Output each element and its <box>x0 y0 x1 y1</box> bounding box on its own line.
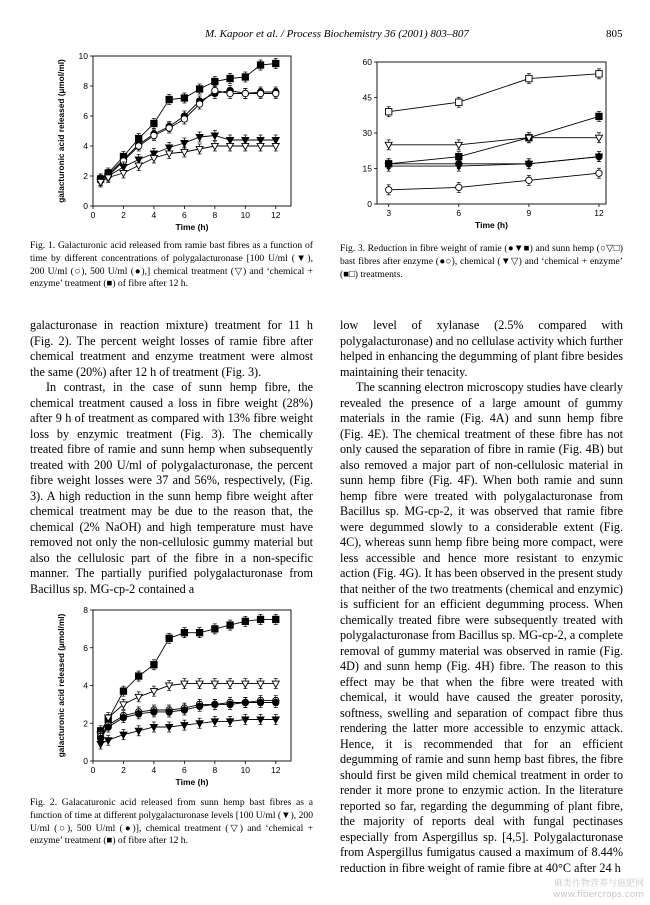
x-tick-label: 12 <box>271 765 281 775</box>
data-point-circle-filled <box>120 714 126 720</box>
data-point-circle-open <box>385 187 391 193</box>
data-point-square-filled <box>242 74 248 80</box>
y-tick-label: 0 <box>83 756 88 766</box>
figure-1-chart <box>55 52 295 232</box>
x-tick-label: 8 <box>212 210 218 220</box>
data-point-triangle-down-open <box>150 155 157 161</box>
x-tick-label: 2 <box>121 765 126 775</box>
data-point-square-open <box>456 99 462 105</box>
data-point-square-open <box>385 109 391 115</box>
page-number: 805 <box>606 28 623 40</box>
y-tick-label: 2 <box>83 718 88 729</box>
x-tick-label: 6 <box>182 765 187 775</box>
x-tick-label: 12 <box>271 210 281 220</box>
data-point-circle-open <box>181 116 187 122</box>
data-point-triangle-down-filled <box>97 741 104 747</box>
data-point-circle-filled <box>242 699 248 705</box>
y-tick-label: 0 <box>83 201 88 211</box>
x-tick-label: 8 <box>212 765 218 775</box>
y-tick-label: 60 <box>362 57 372 67</box>
x-tick-label: 0 <box>90 210 96 220</box>
data-point-triangle-down-open <box>120 702 127 708</box>
y-axis-label: galacturonic acid released (µmol/ml) <box>56 613 66 758</box>
data-point-circle-filled <box>385 161 391 167</box>
x-tick-label: 0 <box>90 765 96 775</box>
data-point-circle-open <box>212 87 218 93</box>
data-point-triangle-down-open <box>455 142 462 148</box>
x-tick-label: 4 <box>151 210 157 220</box>
data-point-square-filled <box>166 96 172 102</box>
data-point-circle-filled <box>257 699 263 705</box>
figure-1-caption: Fig. 1. Galacturonic acid released from ramie bast fibres as a function of time by different concentrations of polygalacturonase [100 U/ml (▼), 200 U/ml (○), 500 U/ml (●),] chemical treatment (▽) and ‘chemical + enzyme’ treatment (■) of fibre after 12 h. <box>30 240 313 290</box>
data-point-square-filled <box>242 618 248 624</box>
series-line <box>389 138 599 145</box>
data-point-square-filled <box>151 662 157 668</box>
x-tick-label: 6 <box>182 210 187 220</box>
data-point-triangle-down-open <box>272 681 279 687</box>
data-point-square-filled <box>273 616 279 622</box>
data-point-square-filled <box>181 95 187 101</box>
series-line <box>389 116 599 163</box>
data-point-triangle-down-open <box>196 681 203 687</box>
data-point-square-filled <box>596 113 602 119</box>
x-tick-label: 9 <box>526 208 532 218</box>
data-point-square-filled <box>181 629 187 635</box>
data-point-triangle-down-filled <box>257 717 264 723</box>
data-point-circle-open <box>526 177 532 183</box>
right-column-text <box>340 318 623 876</box>
data-point-circle-open <box>242 90 248 96</box>
data-point-square-filled <box>227 622 233 628</box>
watermark: 麻类作物营养与施肥网 www.fibercrops.com <box>553 879 644 900</box>
x-tick-label: 10 <box>240 210 251 220</box>
running-header: M. Kapoor et al. / Process Biochemistry 36 (2001) 803–807 <box>205 28 469 40</box>
data-point-circle-filled <box>456 161 462 167</box>
data-point-circle-filled <box>227 701 233 707</box>
data-point-circle-filled <box>526 161 532 167</box>
data-point-square-filled <box>151 120 157 126</box>
data-point-square-filled <box>273 60 279 66</box>
y-tick-label: 4 <box>83 680 88 691</box>
data-point-square-filled <box>212 78 218 84</box>
data-point-triangle-down-open <box>257 681 264 687</box>
series-line <box>101 91 276 181</box>
data-point-circle-open <box>227 90 233 96</box>
figure-2-chart <box>55 602 295 787</box>
y-tick-label: 15 <box>362 163 372 174</box>
data-point-triangle-down-filled <box>272 717 279 723</box>
x-axis-label: Time (h) <box>175 777 209 787</box>
x-tick-label: 6 <box>456 208 462 218</box>
series-line <box>389 74 599 112</box>
y-tick-label: 0 <box>367 199 372 209</box>
fig3-svg <box>352 52 614 230</box>
y-tick-label: 4 <box>83 141 88 151</box>
x-tick-label: 10 <box>240 765 251 775</box>
data-point-triangle-down-open <box>211 681 218 687</box>
data-point-square-filled <box>166 635 172 641</box>
x-axis-label: Time (h) <box>175 222 209 232</box>
data-point-circle-open <box>273 90 279 96</box>
data-point-square-filled <box>257 62 263 68</box>
data-point-triangle-down-filled <box>105 738 112 744</box>
left-paragraph: In contrast, in the case of sunn hemp fibre, the chemical treatment caused a loss in fibre weight (28%) after 9 h of treatment as compared with 13% fibre weight loss by enzymic treatment (Fig. 3). The chemically treated fibre of ramie and sunn hemp when subsequently treated with 200 U/ml of polygalacturonase, the percent fibre weight losses were 37 and 56%, respectively, (Fig. 3). A high reduction in the sunn hemp fibre weight after chemical treatment may be due to the reason that, the chemical (2% NaOH) and high temperature must have removed not only the non-cellulosic gummy material but also the cellulosic part of the fibre in a non-specific manner. The partially purified polygalacturonase from Bacillus sp. MG-cp-2 contained a <box>30 380 313 596</box>
y-tick-label: 10 <box>78 51 88 61</box>
data-point-circle-filled <box>181 707 187 713</box>
figure-2-caption: Fig. 2. Galacaturonic acid released from sunn hemp bast fibres as a function of time at different polygalacturonase levels [100 U/ml (▼), 200 U/ml (○), 500 U/ml (●)], chemical treatment (▽) and ‘chemical + enzyme’ treatment (■) of fibre after 12 h. <box>30 797 313 847</box>
data-point-circle-open <box>135 143 141 149</box>
left-paragraph: galacturonase in reaction mixture) treatment for 11 h (Fig. 2). The percent weight losses of ramie fibre after chemical treatment and enzyme treatment were almost the same (20%) after 12 h of treatment (Fig. 3). <box>30 318 313 379</box>
data-point-circle-open <box>456 184 462 190</box>
y-axis-label: galacturonic acid released (µmol/ml) <box>56 59 66 203</box>
data-point-circle-filled <box>151 709 157 715</box>
y-tick-label: 2 <box>83 171 88 181</box>
data-point-triangle-down-filled <box>166 724 173 730</box>
data-point-triangle-down-open <box>242 143 249 149</box>
left-column-text <box>30 318 313 597</box>
data-point-triangle-down-open <box>385 142 392 148</box>
right-paragraph: The scanning electron microscopy studies have clearly revealed the presence of a large amount of gummy materials in the ramie (Fig. 4A) and sunn hemp fibre (Fig. 4E). The chemical treatment of these fibre has not only caused the separation of fibre in ramie (Fig. 4B) but also removed a major part of non-cellulosic material in sunn hemp fibre (Fig. 4F). When both ramie and sunn hemp fibre were treated with polygalacturonase from Bacillus sp. MG-cp-2, it was observed that ramie fibre were degummed slowly to a considerable extent (Fig. 4C), whereas sunn hemp fibre being more compact, were less accessible and hence more resistant to enzymic action (Fig. 4G). It has been observed in the present study that neither of the two treatments (chemical and enzymic) is sufficient for an efficient degumming process. When chemically treated fibre were subsequently treated with polygalacturonase from Bacillus sp. MG-cp-2, a complete removal of gummy material was observed in ramie (Fig. 4D) and sunn hemp (Fig. 4H) fibre. The reason to this effect may be that when the fibre were treated with chemical, it would have caused the greater porosity, softness, swelling and separation of compact fibre thus rendering the latter more accessible to enzymic attack. Hence, it is recommended that for an efficient degumming of ramie and sunn hemp bast fibres, the fibre should first be given mild chemical treatment in order to render it more prone to enzymic action. In the literature reported so far, regarding the degumming of plant fibre, the majority of reports deal with fungal pectinases especially from Aspergillus sp. [4,5]. Polygalacturonase from Aspergillus fumigatus caused a maximum of 8.44% reduction in fibre weight of ramie fibre at 40°C after 24 h <box>340 380 623 875</box>
data-point-triangle-down-open <box>135 163 142 169</box>
data-point-triangle-down-open <box>227 681 234 687</box>
y-tick-label: 8 <box>83 81 88 91</box>
series-line <box>389 157 599 166</box>
fig1-svg <box>55 52 295 232</box>
fig2-svg <box>55 602 295 787</box>
y-tick-label: 45 <box>362 92 372 103</box>
data-point-triangle-down-filled <box>227 719 234 725</box>
data-point-triangle-down-open <box>272 143 279 149</box>
data-point-square-filled <box>196 629 202 635</box>
data-point-square-filled <box>135 673 141 679</box>
data-point-square-filled <box>227 75 233 81</box>
data-point-circle-open <box>166 125 172 131</box>
data-point-circle-filled <box>212 701 218 707</box>
figure-3-chart <box>352 52 614 230</box>
x-axis-label: Time (h) <box>475 220 508 230</box>
series-line <box>101 619 276 730</box>
figure-3-caption: Fig. 3. Reduction in fibre weight of ramie (●▼■) and sunn hemp (○▽□) bast fibres after enzyme (●○), chemical (▼▽) and ‘chemical + enzyme’ (■□) treatments. <box>340 243 623 280</box>
data-point-circle-filled <box>273 699 279 705</box>
x-tick-label: 2 <box>121 210 126 220</box>
data-point-circle-open <box>196 101 202 107</box>
data-point-square-filled <box>196 86 202 92</box>
data-point-triangle-down-open <box>595 135 602 141</box>
data-point-circle-open <box>257 90 263 96</box>
data-point-triangle-down-open <box>227 143 234 149</box>
data-point-circle-open <box>596 170 602 176</box>
data-point-square-open <box>596 71 602 77</box>
series-line <box>389 173 599 190</box>
plot-frame <box>377 62 606 204</box>
data-point-triangle-down-open <box>257 143 264 149</box>
y-tick-label: 6 <box>83 642 88 653</box>
data-point-circle-filled <box>166 709 172 715</box>
data-point-square-filled <box>212 626 218 632</box>
data-point-circle-filled <box>196 703 202 709</box>
data-point-circle-filled <box>135 711 141 717</box>
data-point-square-open <box>526 75 532 81</box>
data-point-circle-open <box>151 132 157 138</box>
data-point-square-filled <box>257 616 263 622</box>
y-tick-label: 6 <box>83 111 88 121</box>
data-point-triangle-down-open <box>135 694 142 700</box>
data-point-triangle-down-open <box>242 681 249 687</box>
y-tick-label: 8 <box>83 605 88 615</box>
x-tick-label: 4 <box>151 765 157 775</box>
x-tick-label: 3 <box>386 208 392 218</box>
x-tick-label: 12 <box>594 208 604 218</box>
data-point-square-filled <box>120 688 126 694</box>
right-paragraph: low level of xylanase (2.5% compared with polygalacturonase) and no cellulase activity which further helped in enhancing the degumming of plant fibre besides maintaining their tenacity. <box>340 318 623 379</box>
data-point-circle-filled <box>105 724 111 730</box>
y-tick-label: 30 <box>362 128 372 138</box>
plot-frame <box>93 56 291 206</box>
data-point-circle-filled <box>596 153 602 159</box>
